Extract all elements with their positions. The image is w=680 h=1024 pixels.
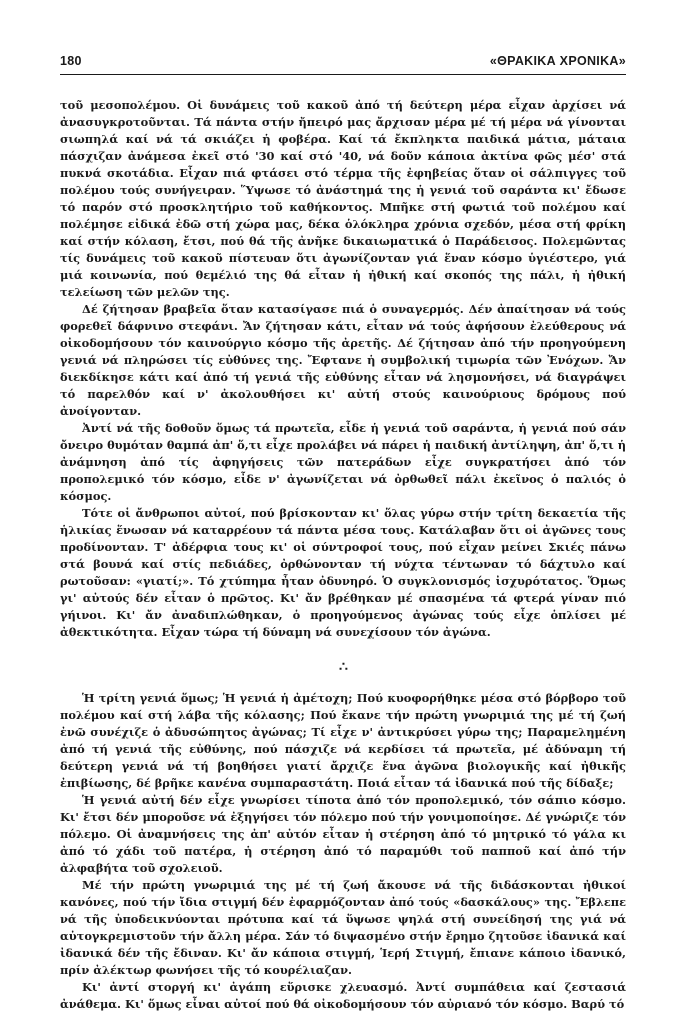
paragraph: Τότε οἱ ἄνθρωποι αὐτοί, πού βρίσκονταν κι' ὅλας γύρω στήν τρίτη δεκαετία τῆς ἡλικίας ἕνωσαν νά καταρρέουν τά πάντα μέσα τους. Κατάλαβαν ὅτι οἱ ἀγῶνες τους προδίνονταν. Τ' ἀδέρφια τους κι' οἱ σύντροφοί τους, πού εἶχαν μείνει Σκιές πάνω στά βουνά καί στίς πεδιάδες, ὀρθώνονταν τή νύχτα τέντωναν τό δάχτυλο καί ρωτοῦσαν: «γιατί;». Τό χτύπημα ἦταν ὀδυνηρό. Ὁ συγκλονισμός ἰσχυρότατος. Ὅμως γι' αὐτούς δέν εἶταν ὁ πρῶτος. Κι' ἄν βρέθηκαν μέ σπασμένα τά φτερά γίναν πιό γήινοι. Κι' ἄν ἀναδιπλώθηκαν, ὁ προηγούμενος ἀγώνας τούς εἶχε ὁπλίσει μέ ἀθεκτικότητα. Εἶχαν τώρα τή δύναμη νά συνεχίσουν τόν ἀγώνα.	[60, 506, 626, 639]
page-number: 180	[60, 54, 82, 68]
paragraph: τοῦ μεσοπολέμου. Οἱ δυνάμεις τοῦ κακοῦ ἀπό τή δεύτερη μέρα εἶχαν ἀρχίσει νά ἀνασυγκροτοῦνται. Τά πάντα στήν ἤπειρό μας ἄρχισαν μέρα μέ τή μέρα νά γίνονται σιωπηλά καί νά τά σκιάζει ἡ φοβέρα. Καί τά ἔκπληκτα παιδικά μάτια, μάταια πάσχιζαν ἀνάμεσα ἐκεῖ στό '30 καί στό '40, νά δοῦν κάποια ἀκτίνα φῶς μέσ' στά πυκνά σκοτάδια. Εἶχαν πιά φτάσει στό τέρμα τῆς ἐφηβείας ὅταν οἱ σάλπιγγες τοῦ πολέμου τούς συνήγειραν. Ὕψωσε τό ἀνάστημά της ἡ γενιά τοῦ σαράντα κι' ἔδωσε τό παρόν στό προσκλητήριο τοῦ καθήκοντος. Μπῆκε στή φωτιά τοῦ πολέμου καί πολέμησε εἰδικά ἐδῶ στή χώρα μας, δέκα ὁλόκληρα χρόνια σχεδόν, μέσα στή φρίκη καί στήν κόλαση, ἔτσι, πού θά τῆς ἀνῆκε δικαιωματικά ὁ Παράδεισος. Πολεμῶντας τίς δυνάμεις τοῦ κακοῦ πίστευαν ὅτι ἀγωνίζονταν γιά ἕναν κόσμο ὑγιέστερο, γιά μιά κοινωνία, πού θεμέλιό της θά εἶταν ἡ ἠθική καί σκοπός της πάλι, ἡ ἠθική τελείωση τῶν μελῶν της.	[60, 98, 626, 299]
section-separator: ∴	[339, 659, 347, 675]
paragraph: Δέ ζήτησαν βραβεῖα ὅταν κατασίγασε πιά ὁ συναγερμός. Δέν ἀπαίτησαν νά τούς φορεθεῖ δάφνινο στεφάνι. Ἄν ζήτησαν κάτι, εἶταν νά τούς ἀφήσουν ἐλεύθερους νά οἰκοδομήσουν τόν καινούργιο κόσμο τῆς ἀρετῆς. Δέ ζήτησαν ἀπό τήν προηγούμενη γενιά νά πληρώσει τίς εὐθύνες της. Ἔφτανε ἡ συμβολική τιμωρία τῶν Ἐνόχων. Ἄν διεκδίκησε κάτι καί ἀπό τή γενιά τῆς εὐθύνης εἶταν νά λησμονήσει, νά διαγράψει τό παρελθόν καί ν' ἀκολουθήσει κι' αὐτή στούς καινούριους δρόμους πού ἀνοίγονταν.	[60, 302, 626, 418]
page-header	[60, 54, 626, 75]
paragraph: Ἡ γενιά αὐτή δέν εἶχε γνωρίσει τίποτα ἀπό τόν προπολεμικό, τόν σάπιο κόσμο. Κι' ἔτσι δέν μποροῦσε νά ἐξηγήσει τόν πόλεμο πού τήν γονιμοποίησε. Δέ γνώριζε τόν πόλεμο. Οἱ ἀναμνήσεις της ἀπ' αὐτόν εἶταν ἡ στέρηση ἀπό τό μητρικό τό γάλα κι ἀπό τό χάδι τοῦ πατέρα, ἡ στέρηση ἀπό τό παραμύθι τοῦ παπποῦ καί ἀπό τήν ἀλφαβήτα τοῦ σχολειοῦ.	[60, 793, 626, 875]
paragraph: Ἡ τρίτη γενιά ὅμως; Ἡ γενιά ἡ ἀμέτοχη; Πού κυοφορήθηκε μέσα στό βόρβορο τοῦ πολέμου καί στή λάβα τῆς κόλασης; Πού ἔκανε τήν πρώτη γνωριμιά της μέ τή ζωή ἐνῶ συνέχιζε ὁ ἀδυσώπητος ἀγώνας; Τί εἶχε ν' ἀντικρύσει γύρω της; Παραμελημένη ἀπό τή γενιά τῆς εὐθύνης, πού πάσχιζε νά κερδίσει τά πρωτεῖα, μέ ἀδύναμη τή δεύτερη γενιά νά τή βοηθήσει γιατί ἄρχιζε ἕνα ἀγῶνα βιολογικῆς καί ἠθικῆς ἐπιβίωσης, δέ βρῆκε κανένα συμπαραστάτη. Ποιά εἶταν τά ἰδανικά πού τῆς δίδαξε;	[60, 691, 626, 790]
paragraph: Κι' ἀντί στοργή κι' ἀγάπη εὕρισκε χλευασμό. Ἀντί συμπάθεια καί ζεστασιά ἀνάθεμα. Κι' ὅμως εἶναι αὐτοί πού θά οἰκοδομήσουν τόν αὐριανό τόν κόσμο. Βαρύ τό	[60, 980, 626, 1011]
running-title: «ΘΡΑΚΙΚΑ ΧΡΟΝΙΚΑ»	[489, 54, 626, 68]
book-page	[60, 54, 626, 1013]
paragraph: Μέ τήν πρώτη γνωριμιά της μέ τή ζωή ἄκουσε νά τῆς διδάσκονται ἠθικοί κανόνες, πού τήν ἴδια στιγμή δέν ἐφαρμόζονταν ἀπό τούς «δασκάλους» της. Ἔβλεπε νά τῆς ὑποδεικνύονται πρότυπα καί τά ὕψωσε ψηλά στή συνείδησή της γιά νά αὐτογκρεμιστοῦν τήν ἄλλη μέρα. Σάν τό διψασμένο στήν ἔρημο ζητοῦσε ἰδανικά καί ἰδανικά δέν τῆς ἔδιναν. Κι' ἄν κάποια στιγμή, Ἱερή Στιγμή, ἔπιανε κάποιο ἰδανικό, πρίν ἀλέκτωρ φωνήσει τῆς τό κουρέλιαζαν.	[60, 878, 626, 977]
paragraph: Ἀντί νά τῆς δοθοῦν ὅμως τά πρωτεῖα, εἶδε ἡ γενιά τοῦ σαράντα, ἡ γενιά πού σάν ὄνειρο θυμόταν θαμπά ἀπ' ὅ,τι εἶχε προλάβει νά πάρει ἡ παιδική ἀντίληψη, ἀπ' ὅ,τι ἡ ἀνάμνηση ἀπό τίς ἀφηγήσεις τῶν πατεράδων εἶχε συγκρατήσει ἀπό τόν προπολεμικό τόν κόσμο, εἶδε ν' ἀγωνίζεται νά ὀρθωθεῖ πάλι ἐκεῖνος ὁ παλιός ὁ κόσμος.	[60, 421, 626, 503]
article-body	[60, 97, 626, 1013]
